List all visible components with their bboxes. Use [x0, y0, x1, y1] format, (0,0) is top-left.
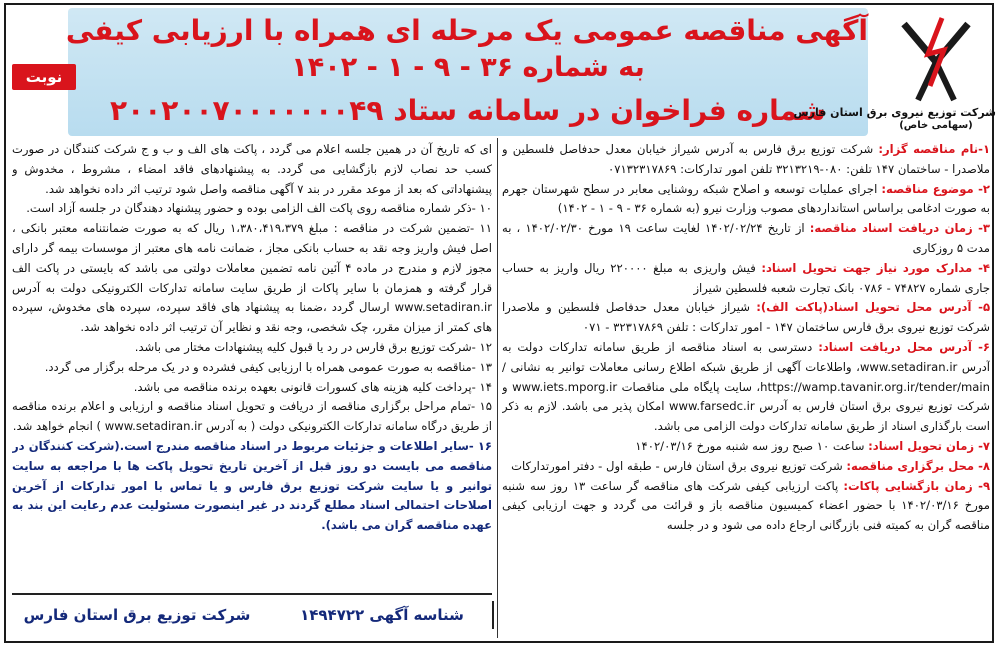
company-logo	[793, 10, 996, 131]
clause-9: ۹- زمان بازگشایی پاکات: پاکت ارزیابی کیفی شرکت های مناقصه گر ساعت ۱۳ روز سه شنبه مورخ ۱۴۰۲/۰۳/۱۶ با حضور اعضاء کمیسیون مناقصه باز و قرائت می گردد و جهت ارزیابی کیفی مناقصه گران به کمیته فنی بازرگانی ارجاع داده می شود و در جلسه	[502, 478, 990, 533]
left-column	[12, 140, 492, 592]
footer-company: شرکت توزیع برق استان فارس	[23, 606, 251, 624]
clause-7: ۷- زمان تحویل اسناد: ساعت ۱۰ صبح روز سه شنبه مورخ ۱۴۰۲/۰۳/۱۶	[635, 438, 990, 453]
clause-13: ۱۳ -مناقصه به صورت عمومی همراه با ارزیابی کیفی فشرده و در یک مرحله برگزار می گردد.	[44, 359, 492, 374]
ad-id: شناسه آگهی ۱۴۹۴۷۲۲	[272, 601, 494, 629]
clause-8: ۸- محل برگزاری مناقصه: شرکت توزیع نیروی برق استان فارس - طبقه اول - دفتر امورتدارکات	[511, 458, 990, 473]
notice-title: آگهی مناقصه عمومی یک مرحله ای همراه با ارزیابی کیفی	[65, 14, 868, 47]
clause-1: ۱-نام مناقصه گزار: شرکت توزیع برق فارس به آدرس شیراز خیابان معدل حدفاصل فلسطین و ملاصدرا - ساختمان ۱۴۷ تلفن: ۰۸۰-۳۲۱۳۲۱۹ تلفن امور تدارکات: ۰۷۱۳۲۳۱۷۸۶۹	[502, 142, 990, 176]
notice-header	[8, 6, 996, 136]
clause-10: ۱۰ -ذکر شماره مناقصه روی پاکت الف الزامی بوده و حضور پیشنهاد دهندگان در جلسه آزاد است.	[26, 201, 492, 216]
tender-number: به شماره ۳۶ - ۹ - ۱ - ۱۴۰۲	[291, 52, 645, 83]
column-divider	[497, 138, 498, 638]
clause-2: ۲- موضوع مناقصه: اجرای عملیات توسعه و اصلاح شبکه روشنایی معابر در سطح شهرستان جهرم به صورت ادغامی براساس استانداردهای مصوب وزارت نیرو (به شماره ۳۶ - ۹ - ۱ - ۱۴۰۲)	[502, 181, 990, 216]
notice-footer	[12, 593, 492, 635]
clause-6: ۶- آدرس محل دریافت اسناد: دسترسی به اسناد مناقصه از طریق سامانه تدارکات دولت به آدرس www.setadiran.ir، واطلاعات آگهی از طریق شبکه اطلاع رسانی معاملات توانیر به نشانی / https://wamp.tavanir.org.ir/tender/main، سایت پایگاه ملی مناقصات www.iets.mporg.ir و شرکت توزیع نیروی برق استان فارس به آدرس www.farsedc.ir امکان پذیر می باشد. لازم به ذکر است بارگذاری اسناد از طریق سامانه تدارکات دولت الزامی می باشد.	[502, 339, 990, 434]
clause-9-continued: ای که تاریخ آن در همین جلسه اعلام می گردد ، پاکت های الف و ب و ج شرکت کنندگان در صورت کسب حد نصاب لازم بازگشایی می گردد. به پیشنهادهای فاقد امضاء ، مشروط ، مخدوش و پیشنهاداتی که بعد از موعد مقرر در بند ۷ آگهی مناقصه واصل شود ترتیب اثر داده نخواهد شد.	[12, 142, 492, 196]
clause-15: ۱۵ -تمام مراحل برگزاری مناقصه از دریافت و تحویل اسناد مناقصه و ارزیابی و اعلام برنده مناقصه از طریق درگاه سامانه تدارکات الکترونیکی دولت ( به آدرس www.setadiran.ir ) انجام خواهد شد.	[12, 399, 492, 434]
company-name: شرکت توزیع نیروی برق استان فارس	[793, 106, 996, 119]
clause-12: ۱۲ -شرکت توزیع برق فارس در رد یا قبول کلیه پیشنهادات مختار می باشد.	[134, 339, 492, 354]
clause-3: ۳- زمان دریافت اسناد مناقصه: از تاریخ ۱۴۰۲/۰۲/۲۴ لغایت ساعت ۱۹ مورخ ۱۴۰۲/۰۲/۳۰ ، به مدت ۵ روزکاری	[502, 221, 990, 255]
first-round-badge: نوبت اول	[12, 64, 76, 90]
power-tower-icon	[898, 14, 974, 104]
clause-4: ۴- مدارک مورد نیاز جهت تحویل اسناد: فیش واریزی به مبلغ ۲۲۰۰۰۰ ریال واریز به حساب جاری شماره ۷۴۸۲۷ - ۰۷۸۶ بانک تجارت شعبه فلسطین شیراز	[502, 260, 990, 295]
title-banner	[65, 8, 868, 136]
clause-11: ۱۱ -تضمین شرکت در مناقصه : مبلغ ۱،۳۸۰،۴۱۹،۳۷۹ ریال که به صورت ضمانتنامه معتبر بانکی ، اصل فیش واریز وجه نقد به حساب بانکی مجاز ، ضمانت نامه های معتبر از موسسات بیمه گر دارای مجوز لازم و مندرج در ماده ۴ آئین نامه تضمین معاملات دولتی می باشد که بایستی در پاکت الف قرار گرفته و همزمان با سایر پاکات از طریق سایت سامانه تدارکات الکترونیکی دولت به آدرس www.setadiran.ir ارسال گردد ،ضمنا به پیشنهاد های فاقد سپرده، سپرده های مخدوش، سپرده های کمتر از میزان مقرر، چک شخصی، وجه نقد و نظایر آن ترتیب اثر داده نخواهد شد.	[12, 221, 492, 335]
clause-16: ۱۶ -سایر اطلاعات و جزئیات مربوط در اسناد مناقصه مندرج است.(شرکت کنندگان در مناقصه می بایست دو روز قبل از آخرین تاریخ تحویل پاکت ها با مراجعه به سایت توانیر و یا سایت شرکت توزیع برق فارس و یا تماس با امور تدارکات از آخرین اصلاحات احتمالی اسناد مطلع گردند در غیر اینصورت مسئولیت عدم رعایت این بند به عهده مناقصه گران می باشد).	[12, 438, 492, 533]
right-column	[502, 140, 990, 640]
clause-14: ۱۴ -پرداخت کلیه هزینه های کسورات قانونی بعهده برنده مناقصه می باشد.	[133, 379, 492, 394]
call-number: شماره فراخوان در سامانه ستاد ۲۰۰۲۰۰۷۰۰۰۰۰۰۰۴۹	[110, 94, 826, 127]
company-type: (سهامی خاص)	[899, 120, 973, 131]
clause-5: ۵- آدرس محل تحویل اسناد(پاکت الف): شیراز خیابان معدل حدفاصل فلسطین و ملاصدرا شرکت توزیع نیروی برق فارس ساختمان ۱۴۷ - امور تدارکات : تلفن ۳۲۳۱۷۸۶۹ - ۰۷۱	[502, 300, 990, 335]
